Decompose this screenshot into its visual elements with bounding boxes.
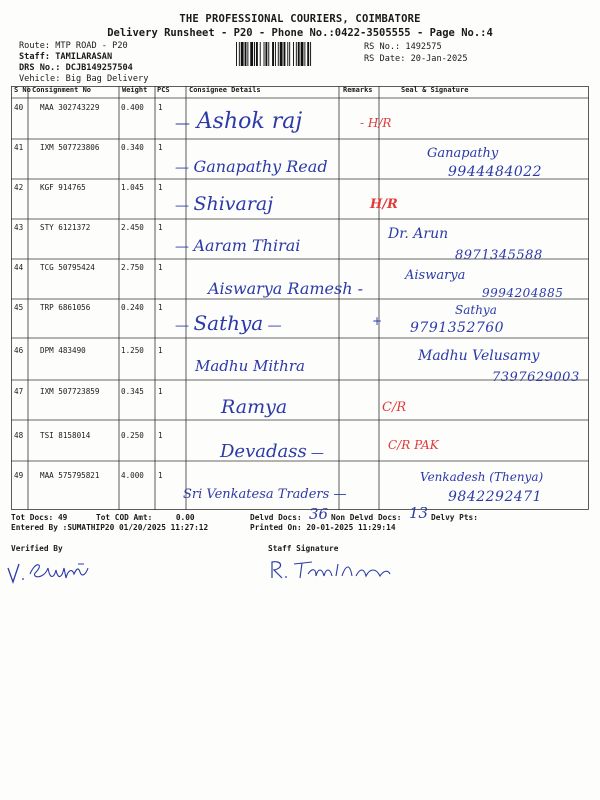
row-sno: 41 [14,143,24,152]
col-header-remarks: Remarks [343,86,373,94]
row-pcs: 1 [158,183,163,192]
row-consignee-handwritten: — Ganapathy Read [175,157,328,176]
row-consignee-handwritten: Aiswarya Ramesh - [208,279,364,298]
barcode-bar [247,42,248,66]
barcode-bar [301,42,304,66]
row-consignment-no: DPM 483490 [40,346,86,355]
barcode-bar [284,42,286,66]
barcode-bar [275,42,276,66]
drs-line [19,63,133,73]
row-sno: 47 [14,387,24,396]
col-header-sno: S No [14,86,31,94]
row-sno: 42 [14,183,24,192]
col-header-consignee: Consignee Details [189,86,261,94]
runsheet-subtitle: Delivery Runsheet - P20 - Phone No.:0422-3505555 - Page No.:4 [107,27,493,39]
barcode-bar [268,42,269,66]
row-consignment-no: STY 6121372 [40,223,91,232]
row-pcs: 1 [158,103,163,112]
row-consignee-handwritten: — Sathya — [175,311,282,335]
row-seal-name-handwritten: Venkadesh (Thenya) [420,470,544,484]
barcode-bar [241,42,244,66]
non-delvd-docs-handwritten: 13 [409,504,429,522]
row-weight: 0.400 [121,103,144,112]
row-remark-handwritten: C/R PAK [388,438,439,452]
row-consignment-no: IXM 507723806 [40,143,100,152]
row-seal-phone-handwritten: 9791352760 [410,320,505,336]
row-seal-name-handwritten: Ganapathy [427,146,499,161]
row-pcs: 1 [158,303,163,312]
barcode-bar [278,42,279,66]
non-delvd-docs: Non Delvd Docs: [331,513,402,522]
col-header-pcs: PCS [157,86,170,94]
printed-on: Printed On: 20-01-2025 11:29:14 [250,523,396,532]
barcode-bar [265,42,267,66]
col-header-weight: Weight [122,86,148,94]
row-sno: 46 [14,346,24,355]
row-consignment-no: KGF 914765 [40,183,86,192]
row-seal-name-handwritten: Dr. Arun [388,226,449,242]
row-consignee-handwritten: — Ashok raj [175,109,303,134]
rs-date-line [364,54,468,64]
row-consignee-handwritten: Madhu Mithra [195,357,305,375]
drs-label: DRS No.: [19,63,61,73]
row-consignee-handwritten: Sri Venkatesa Traders — [183,487,347,502]
drs-value: DCJB149257504 [65,63,133,73]
barcode-bar [310,42,311,66]
row-pcs: 1 [158,431,163,440]
row-remark-handwritten: + [372,314,383,328]
barcode-bar [298,42,300,66]
rs-date-label: RS Date: [364,54,406,64]
barcode-bar [272,42,274,66]
row-pcs: 1 [158,387,163,396]
row-pcs: 1 [158,143,163,152]
barcode-bar [293,42,294,66]
barcode-bar [264,42,265,66]
rs-no-label: RS No.: [364,42,401,52]
row-seal-name-handwritten: Aiswarya [405,268,466,283]
rs-no-value: 1492575 [405,42,442,52]
row-remark-handwritten: - H/R [360,116,392,130]
route-line [19,41,128,51]
row-consignee-handwritten: Devadass — [220,441,324,462]
row-pcs: 1 [158,263,163,272]
row-consignee-handwritten: — Aaram Thirai [175,236,301,255]
barcode-image [234,42,358,66]
barcode-bar [307,42,309,66]
row-seal-phone-handwritten: 8971345588 [455,248,543,263]
row-consignee-handwritten: Ramya [221,396,288,418]
row-seal-name-handwritten: Sathya [455,303,497,317]
row-weight: 2.750 [121,263,144,272]
route-value: MTP ROAD - P20 [55,41,128,51]
row-weight: 1.250 [121,346,144,355]
entered-by: Entered By :SUMATHIP20 01/20/2025 11:27:12 [11,523,209,532]
row-consignment-no: TRP 6861056 [40,303,91,312]
row-pcs: 1 [158,223,163,232]
delvd-docs: Delvd Docs: [250,513,302,522]
row-weight: 0.240 [121,303,144,312]
barcode-bar [304,42,305,66]
row-sno: 43 [14,223,24,232]
document-title: THE PROFESSIONAL COURIERS, COIMBATORE [179,13,421,25]
row-weight: 0.250 [121,431,144,440]
tot-cod-amt: Tot COD Amt: 0.00 [96,513,195,522]
row-consignment-no: MAA 575795821 [40,471,100,480]
row-sno: 44 [14,263,24,272]
delvy-pts: Delvy Pts: [431,513,478,522]
row-seal-phone-handwritten: 9842292471 [448,489,543,505]
vehicle-label: Vehicle: [19,74,61,84]
barcode-bar [260,42,261,66]
row-weight: 0.340 [121,143,144,152]
rs-date-value: 20-Jan-2025 [410,54,468,64]
row-remark-handwritten: H/R [370,197,398,212]
rs-no-line [364,42,442,52]
barcode-bar [245,42,247,66]
row-consignment-no: MAA 302743229 [40,103,100,112]
barcode-bar [250,42,253,66]
row-weight: 1.045 [121,183,144,192]
row-consignment-no: TSI 8158014 [40,431,91,440]
staff-value: TAMILARASAN [55,52,113,62]
vehicle-value: Big Bag Delivery [65,74,149,84]
barcode-bar [254,42,255,66]
vehicle-line [19,74,148,84]
verified-signature-image [4,556,104,588]
row-sno: 48 [14,431,24,440]
row-consignee-handwritten: — Shivaraj [175,193,274,215]
row-sno: 40 [14,103,24,112]
row-remark-handwritten: C/R [382,400,407,415]
row-weight: 2.450 [121,223,144,232]
staff-line [19,52,112,62]
staff-signature-image [266,556,396,584]
staff-label: Staff: [19,52,51,62]
barcode-bar [287,42,288,66]
row-weight: 0.345 [121,387,144,396]
delvd-docs-handwritten: 36 [309,505,329,523]
barcode-bar [289,42,290,66]
staff-signature-label: Staff Signature [268,544,339,553]
row-pcs: 1 [158,471,163,480]
row-sno: 45 [14,303,24,312]
row-weight: 4.000 [121,471,144,480]
tot-docs: Tot Docs: 49 [11,513,68,522]
verified-by-label: Verified By [11,544,63,553]
route-label: Route: [19,41,51,51]
barcode-bar [256,42,258,66]
barcode-bar [236,42,237,66]
row-seal-name-handwritten: Madhu Velusamy [418,348,540,364]
barcode-bar [280,42,283,66]
row-seal-phone-handwritten: 9994204885 [482,286,564,300]
row-seal-phone-handwritten: 7397629003 [492,370,580,385]
row-pcs: 1 [158,346,163,355]
row-consignment-no: IXM 507723859 [40,387,100,396]
row-sno: 49 [14,471,24,480]
row-consignment-no: TCG 50795424 [40,263,95,272]
col-header-seal-signature: Seal & Signature [401,86,469,94]
barcode-bar [296,42,297,66]
barcode-bar [239,42,240,66]
row-seal-phone-handwritten: 9944484022 [448,164,543,180]
col-header-consignment: Consignment No [32,86,92,94]
